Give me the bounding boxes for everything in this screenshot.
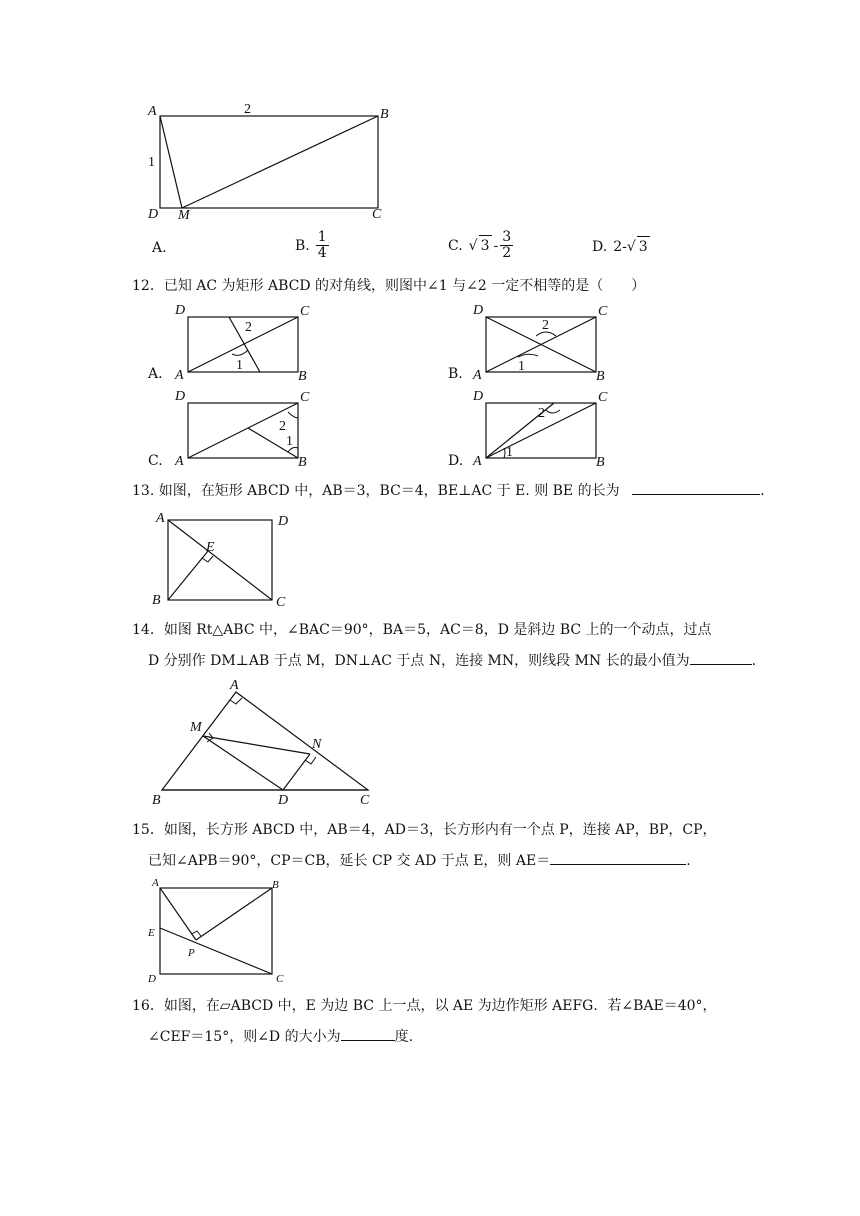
- q11-option-b-numerator: 1: [317, 229, 327, 245]
- q14-label-a: A: [230, 678, 239, 693]
- q12c-label-a: A: [175, 454, 184, 469]
- q13-label-c: C: [276, 595, 286, 610]
- q13-stem: [132, 480, 765, 501]
- q13-figure: [148, 508, 298, 610]
- q11-option-d: [592, 236, 650, 257]
- q11-option-d-sqrt-sign: √: [626, 238, 636, 255]
- q15-label-c: C: [276, 973, 284, 985]
- q11-figure: [140, 100, 400, 225]
- q15-label-b: B: [272, 879, 279, 891]
- q12c-label-b: B: [298, 455, 307, 470]
- q11-label-c: C: [372, 207, 382, 222]
- q12a-angle-1: 1: [236, 358, 243, 373]
- q12d-label-a: A: [473, 454, 482, 469]
- q11-label-d: D: [148, 207, 159, 222]
- q11-option-c-fraction: [500, 230, 513, 261]
- q11-option-b: [295, 230, 329, 261]
- q14-line-1: 14．如图 Rt△ABC 中，∠BAC＝90°，BA＝5，AC＝8，D 是斜边 BC 上的一个动点，过点: [132, 622, 712, 638]
- q16-line-2-text: ∠CEF＝15°，则∠D 的大小为: [148, 1029, 341, 1045]
- q12-option-a: A.: [148, 366, 163, 382]
- q12c-angle-2: 2: [279, 419, 286, 434]
- q12-figure-a: [148, 302, 328, 384]
- q12c-angle-1: 1: [286, 434, 293, 449]
- q15-label-p: P: [188, 947, 195, 959]
- q12-option-d: D.: [448, 453, 464, 469]
- q15-figure: [146, 874, 296, 986]
- q12a-angle-2: 2: [245, 320, 252, 335]
- q13-answer-blank[interactable]: [632, 480, 760, 495]
- q14-label-d: D: [278, 793, 289, 808]
- q13-stem-text: 13. 如图，在矩形 ABCD 中，AB＝3，BC＝4，BE⊥AC 于 E. 则 BE 的长为: [132, 483, 620, 499]
- q15-label-e: E: [148, 927, 155, 939]
- q11-option-c-mark: C.: [448, 237, 463, 254]
- q11-option-b-fraction: [316, 230, 329, 261]
- q12-option-b: B.: [448, 366, 463, 382]
- q15-label-a: A: [152, 877, 159, 889]
- q15-line-2-text: 已知∠APB＝90°，CP＝CB，延长 CP 交 AD 于点 E，则 AE＝: [148, 853, 551, 869]
- q11-option-c-denominator: 2: [502, 245, 512, 261]
- q14-label-c: C: [360, 793, 370, 808]
- q12c-label-c: C: [300, 390, 310, 405]
- q14-line-2-text: D 分别作 DM⊥AB 于点 M，DN⊥AC 于点 N，连接 MN，则线段 MN 长的最小值为: [148, 653, 690, 669]
- q11-option-a-mark: A.: [152, 240, 167, 256]
- q11-option-c: [448, 230, 513, 261]
- q12b-label-d: D: [473, 303, 484, 318]
- q11-label-m: M: [178, 208, 190, 223]
- q13-label-a: A: [156, 511, 165, 526]
- q12b-label-b: B: [596, 369, 605, 384]
- q12b-angle-2: 2: [542, 318, 549, 333]
- q16-line-2-unit: 度.: [394, 1029, 414, 1045]
- q11-option-b-mark: B.: [295, 237, 310, 254]
- q13-end: .: [760, 483, 765, 499]
- q12d-label-b: B: [596, 455, 605, 470]
- q12b-label-c: C: [598, 304, 608, 319]
- q12-figure-c: [148, 388, 328, 470]
- q11-segment-am: [160, 116, 182, 208]
- q16-line-1: 16．如图，在▱ABCD 中，E 为边 BC 上一点，以 AE 为边作矩形 AEFG．若∠BAE＝40°，: [132, 998, 717, 1014]
- q12a-label-c: C: [300, 304, 310, 319]
- q11-option-d-prefix: 2-: [613, 238, 627, 255]
- q12-figure-b: [448, 302, 628, 384]
- q12a-label-a: A: [175, 368, 184, 383]
- q11-side-left: 1: [148, 155, 155, 170]
- q12-figure-d: [448, 388, 628, 470]
- q13-label-b: B: [152, 593, 161, 608]
- q15-end: .: [686, 853, 691, 869]
- q16-line-2: [148, 1026, 413, 1047]
- q12b-label-a: A: [473, 368, 482, 383]
- q11-option-d-radicand: 3: [637, 236, 650, 257]
- q12d-label-c: C: [598, 390, 608, 405]
- q12c-label-d: D: [175, 389, 186, 404]
- q15-answer-blank[interactable]: [550, 850, 686, 865]
- q12-option-c: C.: [148, 453, 163, 469]
- q11-option-d-mark: D.: [592, 238, 608, 255]
- q15-line-2: [148, 850, 691, 871]
- q12d-angle-1: 1: [506, 445, 513, 460]
- q14-line-2: [148, 650, 756, 671]
- q12b-angle-1: 1: [518, 359, 525, 374]
- q11-side-top: 2: [244, 102, 251, 117]
- q16-answer-blank[interactable]: [341, 1026, 395, 1041]
- q14-answer-blank[interactable]: [690, 650, 752, 665]
- q11-label-a: A: [148, 104, 157, 119]
- q12d-label-d: D: [473, 389, 484, 404]
- q12d-angle-2: 2: [538, 406, 545, 421]
- q11-option-a: [152, 238, 167, 258]
- q12a-label-d: D: [175, 303, 186, 318]
- q11-segment-mb: [182, 116, 378, 208]
- q11-option-b-denominator: 4: [317, 245, 327, 261]
- q14-label-b: B: [152, 793, 161, 808]
- q14-end: .: [751, 653, 757, 669]
- q11-option-c-minus: -: [493, 237, 499, 254]
- q12a-label-b: B: [298, 369, 307, 384]
- q15-label-d: D: [148, 973, 156, 985]
- q14-figure: [148, 676, 388, 810]
- q14-label-n: N: [312, 737, 322, 752]
- q11-rectangle: [160, 116, 378, 208]
- q11-option-c-radicand: 3: [479, 235, 492, 256]
- q11-label-b: B: [380, 107, 389, 122]
- q11-option-c-numerator: 3: [502, 229, 512, 245]
- q15-line-1: 15．如图，长方形 ABCD 中，AB＝4，AD＝3，长方形内有一个点 P，连接 AP，BP，CP，: [132, 822, 717, 838]
- q12-stem: 12．已知 AC 为矩形 ABCD 的对角线，则图中∠1 与∠2 一定不相等的是（ ）: [132, 278, 646, 294]
- q14-label-m: M: [190, 720, 202, 735]
- q13-label-d: D: [278, 514, 289, 529]
- q11-option-c-sqrt-sign: √: [468, 237, 478, 254]
- q13-label-e: E: [206, 540, 215, 555]
